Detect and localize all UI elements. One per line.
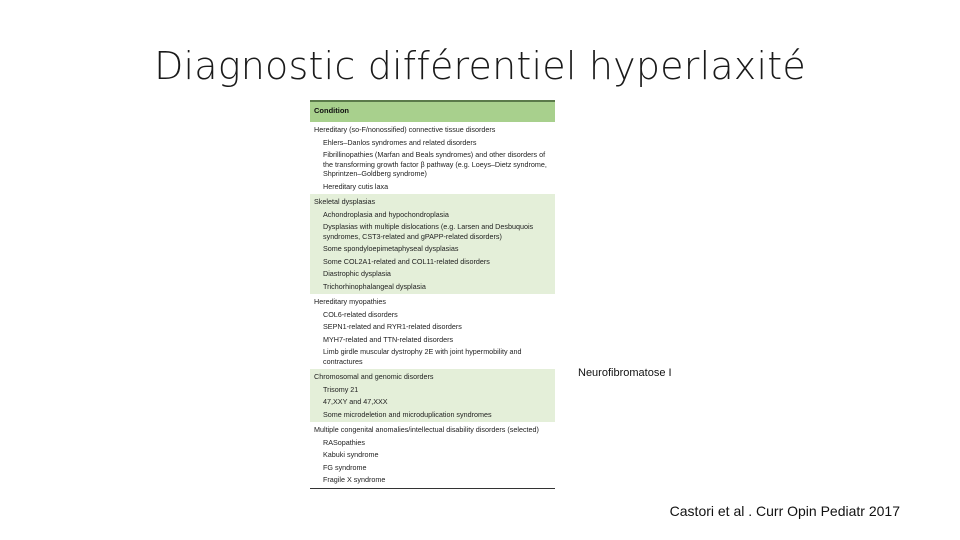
table-body: [310, 122, 555, 488]
section-heading: Hereditary myopathies: [314, 297, 386, 306]
table-section: [310, 369, 555, 422]
table-row: Some COL2A1-related and COL11-related disorders: [323, 256, 490, 266]
table-row: Hereditary cutis laxa: [323, 181, 389, 191]
section-heading: Multiple congenital anomalies/intellectual disability disorders (selected): [314, 425, 539, 434]
table-row: MYH7-related and TTN-related disorders: [323, 334, 454, 344]
slide-title: Diagnostic différentiel hyperlaxité: [154, 44, 806, 88]
table-row: Achondroplasia and hypochondroplasia: [323, 209, 449, 219]
table-row: Dysplasias with multiple dislocations (e.g. Larsen and Desbuquois syndromes, CST3-related and gPAPP-related disorders): [323, 222, 534, 241]
citation: Castori et al . Curr Opin Pediatr 2017: [669, 503, 900, 519]
table-row: Fibrillinopathies (Marfan and Beals syndromes) and other disorders of the transforming growth factor β pathway (e.g. Loeys–Dietz syndrome, Shprintzen–Goldberg syndrome): [323, 150, 547, 178]
table-row: Ehlers–Danlos syndromes and related disorders: [323, 137, 477, 147]
table-row: RASopathies: [323, 437, 365, 447]
table-row: Kabuki syndrome: [323, 450, 379, 459]
table-row: Trichorhinophalangeal dysplasia: [323, 281, 426, 291]
table-row: Some microdeletion and microduplication syndromes: [323, 409, 492, 419]
table-row: Limb girdle muscular dystrophy 2E with joint hypermobility and contractures: [323, 347, 522, 366]
table-row: Trisomy 21: [323, 384, 359, 394]
table-section: [310, 194, 555, 294]
table-row: Some spondyloepimetaphyseal dysplasias: [323, 244, 459, 253]
section-heading: Skeletal dysplasias: [314, 197, 376, 206]
section-heading: Chromosomal and genomic disorders: [314, 372, 434, 381]
table-section: [310, 294, 555, 369]
table-row: COL6-related disorders: [323, 309, 398, 319]
table-row: SEPN1-related and RYR1-related disorders: [323, 322, 462, 331]
section-heading: Hereditary (so-F/nonossified) connective tissue disorders: [314, 125, 496, 134]
table-row: FG syndrome: [323, 462, 367, 472]
side-note: Neurofibromatose I: [578, 367, 672, 379]
table-section: [310, 122, 555, 194]
table-row: Diastrophic dysplasia: [323, 269, 391, 278]
table-header: Condition: [310, 100, 555, 122]
table-section: [310, 422, 555, 488]
condition-table: [310, 100, 555, 489]
table-row: 47,XXY and 47,XXX: [323, 397, 388, 406]
table-row: Fragile X syndrome: [323, 475, 386, 484]
